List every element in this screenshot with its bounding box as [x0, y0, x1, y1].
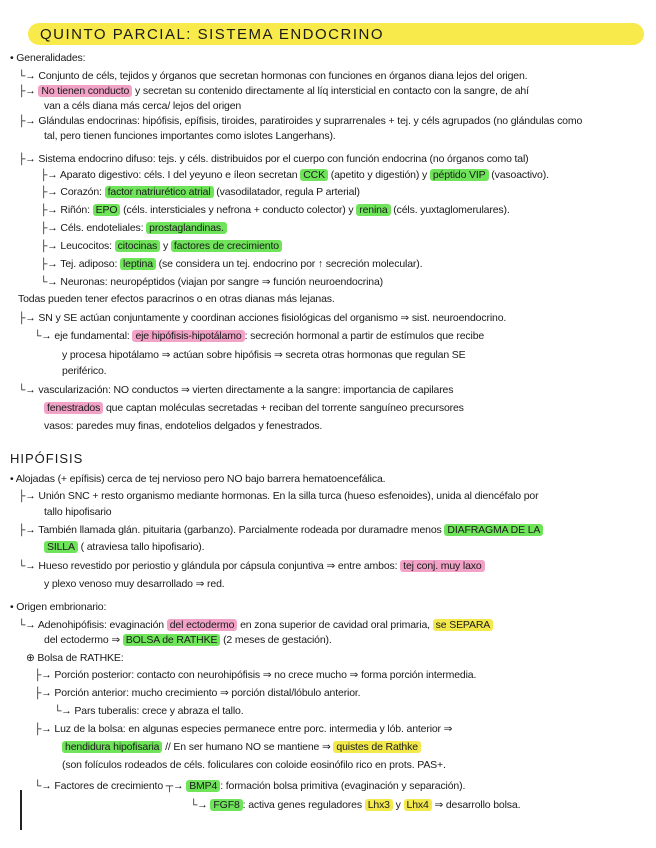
line-bullet: ├→ — [34, 687, 55, 699]
line-bullet: ├→ — [40, 258, 61, 270]
highlighted-term: BMP4 — [186, 780, 220, 792]
highlighted-term: SILLA — [44, 541, 78, 553]
note-line — [40, 276, 383, 288]
line-bullet: └→ — [18, 560, 39, 572]
line-text: También llamada glán. pituitaria (garbanzo). Parcialmente rodeada por duramadre menos — [38, 524, 445, 536]
highlighted-term: factor natriurético atrial — [105, 186, 214, 198]
line-bullet: └→ — [18, 70, 39, 82]
note-line — [40, 169, 549, 181]
note-line — [34, 330, 484, 342]
line-bullet: └→ — [34, 780, 55, 792]
note-line — [40, 240, 282, 252]
note-line — [40, 258, 422, 270]
highlighted-term: factores de crecimiento — [171, 240, 282, 252]
line-text: Corazón: — [60, 186, 105, 198]
line-text: (vasodilatador, regula P arterial) — [213, 186, 360, 198]
note-line — [44, 506, 112, 518]
highlighted-term: tej conj. muy laxo — [400, 560, 484, 572]
highlighted-term: Lhx4 — [404, 799, 432, 811]
note-line — [18, 524, 543, 536]
line-bullet: ├→ — [40, 240, 61, 252]
note-line — [18, 384, 453, 396]
line-text: van a céls diana más cerca/ lejos del origen — [44, 100, 242, 112]
note-line — [18, 293, 335, 305]
line-bullet: ├→ — [40, 186, 61, 198]
line-text: (2 meses de gestación). — [220, 634, 332, 646]
highlighted-term: BOLSA de RATHKE — [123, 634, 221, 646]
note-line — [44, 100, 241, 112]
note-line — [62, 759, 446, 771]
line-text: Conjunto de céls, tejidos y órganos que secretan hormonas con funciones en órganos diana lejos del origen. — [38, 70, 528, 82]
line-text: Aparato digestivo: céls. I del yeyuno e íleon secretan — [59, 169, 301, 181]
line-text: (céls. intersticiales y nefrona + conducto colector) y — [120, 204, 357, 216]
highlighted-term: DIAFRAGMA DE LA — [444, 524, 543, 536]
line-text: ( atraviesa tallo hipofisario). — [77, 541, 205, 553]
line-text: Pars tuberalis: crece y abraza el tallo. — [74, 705, 244, 717]
line-bullet: └→ — [18, 384, 39, 396]
line-text: y secretan su contenido directamente al líq intersticial en contacto con la sangre, de ahí — [132, 85, 529, 97]
note-line — [44, 541, 204, 553]
line-bullet: • — [10, 601, 17, 613]
note-line — [190, 799, 520, 811]
note-line — [18, 115, 582, 127]
highlighted-term: leptina — [120, 258, 156, 270]
highlighted-term: se SEPARA — [433, 619, 493, 631]
line-bullet: ├→ — [18, 312, 39, 324]
note-line — [34, 687, 360, 699]
line-text: Hueso revestido por periostio y glándula por cápsula conjuntiva ⇒ entre ambos: — [38, 560, 401, 572]
line-bullet: ├→ — [34, 669, 55, 681]
line-text: Bolsa de RATHKE: — [37, 652, 124, 664]
line-bullet: ├→ — [40, 222, 61, 234]
line-bullet: ⊕ — [26, 652, 38, 664]
line-text: Porción posterior: contacto con neurohipófisis ⇒ no crece mucho ⇒ forma porción intermedia. — [54, 669, 477, 681]
highlighted-term: eje hipófisis-hipotálamo — [132, 330, 244, 342]
line-text: vasos: paredes muy finas, endotelios delgados y fenestrados. — [44, 420, 323, 432]
line-bullet: └→ — [40, 276, 61, 288]
highlighted-term: FGF8 — [210, 799, 242, 811]
note-line — [18, 312, 506, 324]
note-line — [44, 578, 225, 590]
line-bullet: ├→ — [18, 524, 39, 536]
note-line — [26, 652, 124, 664]
note-line — [54, 705, 244, 717]
highlighted-term: citocinas — [115, 240, 161, 252]
line-text: SN y SE actúan conjuntamente y coordinan acciones fisiológicas del organismo ⇒ sist. neuroendocrino. — [38, 312, 507, 324]
line-bullet: ├→ — [18, 85, 39, 97]
line-bullet: ├→ — [40, 204, 61, 216]
line-text: : secreción hormonal a partir de estímulos que recibe — [244, 330, 485, 342]
note-line — [34, 780, 465, 792]
note-line — [18, 619, 493, 631]
note-line — [18, 560, 485, 572]
highlighted-term: quistes de Rathke — [333, 741, 421, 753]
note-line — [10, 52, 85, 64]
note-line — [44, 634, 332, 646]
line-text: : activa genes reguladores — [242, 799, 365, 811]
line-text: del ectodermo ⇒ — [44, 634, 123, 646]
line-text: vascularización: NO conductos ⇒ vierten directamente a la sangre: importancia de capilares — [38, 384, 454, 396]
highlighted-term: EPO — [93, 204, 121, 216]
highlighted-term: No tienen conducto — [38, 85, 132, 97]
line-text: └→ — [190, 799, 211, 811]
highlighted-term: del ectodermo — [167, 619, 238, 631]
highlighted-term: fenestrados — [44, 402, 103, 414]
line-bullet: └→ — [54, 705, 75, 717]
note-line — [18, 85, 529, 97]
line-text: (vasoactivo). — [488, 169, 549, 181]
line-text: Céls. endoteliales: — [60, 222, 147, 234]
line-text: Glándulas endocrinas: hipófisis, epífisis, tiroides, paratiroides y suprarrenales + tej. y céls agrupados (no glándulas como — [38, 115, 583, 127]
line-text: Tej. adiposo: — [60, 258, 120, 270]
line-text: Todas pueden tener efectos paracrinos o en otras dianas más lejanas. — [18, 293, 335, 305]
highlighted-term: Lhx3 — [365, 799, 393, 811]
line-text: (son folículos rodeados de céls. foliculares con coloide eosinófilo rico en prots. PAS+. — [62, 759, 446, 771]
line-text: eje fundamental: — [54, 330, 133, 342]
line-text: y — [160, 240, 171, 252]
line-text: Unión SNC + resto organismo mediante hormonas. En la silla turca (hueso esfenoides), unida al diencéfalo por — [38, 490, 539, 502]
line-text: tallo hipofisario — [44, 506, 112, 518]
line-text: (apetito y digestión) y — [327, 169, 430, 181]
line-text: Adenohipófisis: evaginación — [37, 619, 167, 631]
line-text: Sistema endocrino difuso: tejs. y céls. distribuidos por el cuerpo con función endocrina (no órganos como tal) — [38, 153, 529, 165]
line-text: Luz de la bolsa: en algunas especies permanece entre porc. intermedia y lób. anterior ⇒ — [54, 723, 453, 735]
line-text: (se considera un tej. endocrino por ↑ secreción molecular). — [155, 258, 423, 270]
highlighted-term: hendidura hipofisaria — [62, 741, 162, 753]
highlighted-term: renina — [356, 204, 390, 216]
note-line — [44, 420, 322, 432]
line-text: Origen embrionario: — [16, 601, 107, 613]
line-bullet: • Generalidades: — [10, 52, 86, 64]
note-line — [18, 153, 529, 165]
margin-rule — [20, 790, 22, 830]
line-text: Leucocitos: — [60, 240, 115, 252]
note-line — [62, 365, 106, 377]
line-text: tal, pero tienen funciones importantes como islotes Langerhans). — [44, 130, 336, 142]
line-text: que captan moléculas secretadas + reciban del torrente sanguíneo precursores — [103, 402, 464, 414]
line-text: Factores de crecimiento ┬→ — [54, 780, 187, 792]
line-bullet: ├→ — [40, 169, 60, 181]
line-text: Porción anterior: mucho crecimiento ⇒ porción distal/lóbulo anterior. — [54, 687, 361, 699]
line-text: y procesa hipotálamo ⇒ actúan sobre hipófisis ⇒ secreta otras hormonas que regulan SE — [62, 349, 466, 361]
line-text: y plexo venoso muy desarrollado ⇒ red. — [44, 578, 225, 590]
page-title: QUINTO PARCIAL: SISTEMA ENDOCRINO — [40, 26, 384, 43]
line-bullet: ├→ — [18, 153, 39, 165]
highlighted-term: péptido VIP — [430, 169, 489, 181]
line-text: en zona superior de cavidad oral primaria, — [237, 619, 433, 631]
line-text: : formación bolsa primitiva (evaginación y separación). — [220, 780, 466, 792]
line-text: // En ser humano NO se mantiene ⇒ — [162, 741, 334, 753]
note-line — [44, 130, 336, 142]
note-line — [34, 669, 476, 681]
line-bullet: └→ — [18, 619, 38, 631]
note-line — [62, 741, 421, 753]
line-text: Alojadas (+ epífisis) cerca de tej nervioso pero NO bajo barrera hematoencefálica. — [15, 473, 386, 485]
line-bullet: ├→ — [18, 115, 39, 127]
note-line — [10, 601, 106, 613]
line-bullet: ├→ — [34, 723, 55, 735]
title-highlight — [28, 23, 644, 45]
line-text: Neuronas: neuropéptidos (viajan por sangre ⇒ función neuroendocrina) — [60, 276, 383, 288]
line-bullet: └→ — [34, 330, 55, 342]
note-line — [62, 349, 466, 361]
line-bullet: • — [10, 473, 16, 485]
line-text: periférico. — [62, 365, 107, 377]
note-line — [18, 490, 538, 502]
section-heading-hipofisis: HIPÓFISIS — [10, 451, 84, 466]
note-line — [40, 222, 227, 234]
note-line — [40, 204, 510, 216]
line-bullet: ├→ — [18, 490, 39, 502]
line-text: Riñón: — [60, 204, 93, 216]
line-text: y — [392, 799, 404, 811]
highlighted-term: CCK — [300, 169, 328, 181]
note-line — [18, 70, 527, 82]
line-text: (céls. yuxtaglomerulares). — [390, 204, 510, 216]
note-line — [44, 402, 464, 414]
note-line — [10, 473, 385, 485]
line-text: ⇒ desarrollo bolsa. — [431, 799, 521, 811]
note-line — [40, 186, 360, 198]
highlighted-term: prostaglandinas. — [146, 222, 227, 234]
note-line — [34, 723, 452, 735]
